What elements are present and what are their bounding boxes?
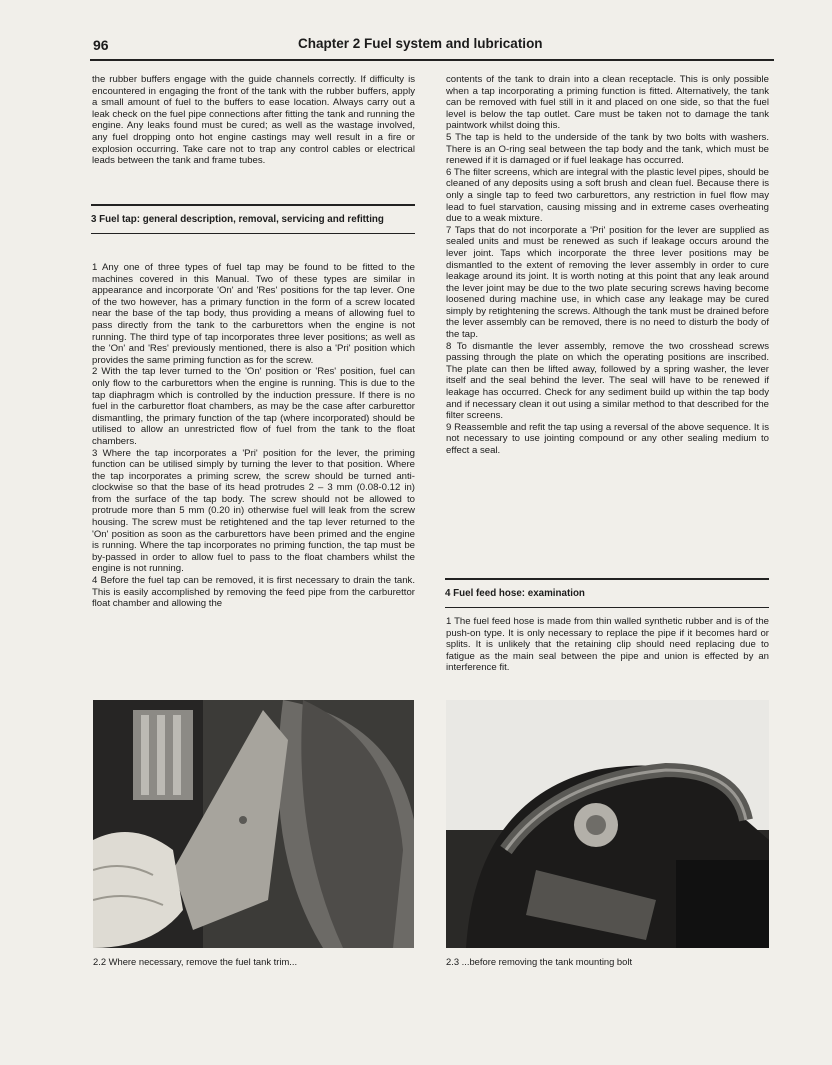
paragraph-3: 3 Where the tap incorporates a 'Pri' position for the lever, the priming function can be utilised simply by turning the lever to that position. Where the tap incorporates a priming screw, the screw should be turned anti-clockwise so that the base of its head protrudes 2 – 3 mm (0.08-0.12 in) from the surface of the tap body. The screw should not be allowed to protrude more than 5 mm (0.20 in) otherwise fuel will leak from the screw housing. The screw must be retightened and the tap lever returned to the 'On' position as soon as the carburettors have been primed and the engine is running. Where the tap incorporates no priming function, the tap must be by-passed in order to allow fuel to pass to the float chambers whilst the engine is not running. (92, 447, 415, 575)
right-column-section-4 (446, 616, 769, 674)
paragraph-8: 8 To dismantle the lever assembly, remove the two crosshead screws passing through the plate on which the operating positions are inscribed. The plate can then be lifted away, followed by a spring washer, the lever itself and the seal behind the lever. The seal will have to be renewed if leakage has occurred. Check for any sediment build up within the tap body and if necessary clean it out using a similar method to that described for the filter screens. (446, 340, 769, 422)
section-rule-bottom (91, 233, 415, 235)
photo-fuel-tank-trim (93, 700, 414, 948)
section-4-heading-block (445, 578, 769, 608)
intro-paragraph: the rubber buffers engage with the guide channels correctly. If difficulty is encountered in engaging the front of the tank with the rubber buffers, apply a small amount of fuel to the buffers to ease location. Always carry out a leak check on the fuel pipe connections after fitting the tank and running the engine. Any leaks found must be cured; as well as the wastage involved, any fuel dropping onto hot engine castings may well result in a fire or explosion occurring. Take care not to trap any control cables or electrical leads between the tank and frame tubes. (92, 74, 415, 167)
paragraph-7: 7 Taps that do not incorporate a 'Pri' position for the lever are supplied as sealed units and must be renewed as such if leakage occurs around the lever joint. Taps which incorporate the three lever positions may be dismantled to the extent of removing the lever assembly in order to cure leakage around its joint. It is worth noting at this point that any leak around the lever joint may be due to the two plate securing screws having become loosened during machine use, in which case any leakage may be cured simply by retightening the screws. Although the tank must be drained before the lever assembly can be removed, there is no need to disturb the body of the tap. (446, 224, 769, 341)
paragraph-1: 1 Any one of three types of fuel tap may be found to be fitted to the machines covered in this Manual. Two of these types are similar in appearance and incorporate 'On' and 'Res' positions for the tap lever. One of the two however, has a primary function in the form of a screw located near the base of the tap body, thus providing a means of allowing fuel to pass directly from the tank to the carburettors when the engine is not running. The third type of tap incorporates three lever positions; as well as the 'On' and 'Res' previously mentioned, there is also a 'Pri' position which provides the same priming function as for the screw. (92, 262, 415, 366)
chapter-title: Chapter 2 Fuel system and lubrication (298, 36, 543, 51)
paragraph-2: 2 With the tap lever turned to the 'On' position or 'Res' position, fuel can only flow to the carburettors when the engine is running. This is due to the tap diaphragm which is controlled by the induction pressure. If there is no fuel in the carburettor float chambers, as may be the case after carburettor dismantling, the primary function of the tap (where incorporated) should be utilised to allow an unrestricted flow of fuel from the tank to the float chambers. (92, 366, 415, 447)
section-4-heading: 4 Fuel feed hose: examination (445, 587, 585, 599)
photo-fuel-tank-trim-image (93, 700, 414, 948)
paragraph-continued: contents of the tank to drain into a clean receptacle. This is only possible when a tap incorporating a priming function is fitted. Alternatively, the tank can be removed with fuel still in it and placed on one side, so that the fuel level is below the tap outlet. Care must be taken not to damage the tank paintwork whilst doing this. (446, 74, 769, 132)
paragraph-6: 6 The filter screens, which are integral with the plastic level pipes, should be cleaned of any deposits using a soft brush and clean fuel. Because there is only a single tap to feed two carburettors, any restriction in fuel flow may lead to fuel starvation, causing missing and in extreme cases overheating due to a weak mixture. (446, 166, 769, 225)
page-number: 96 (93, 37, 109, 53)
section-3-heading-block (91, 204, 415, 234)
paragraph-9: 9 Reassemble and refit the tap using a reversal of the above sequence. It is not necessary to use jointing compound or any other sealing medium to effect a seal. (446, 421, 769, 456)
paragraph-5: 5 The tap is held to the underside of the tank by two bolts with washers. There is an O-ring seal between the tap body and the tank, which must be renewed if it is damaged or if fuel leakage has occurred. (446, 131, 769, 167)
section-4-paragraph: 1 The fuel feed hose is made from thin walled synthetic rubber and is of the push-on type. It is only necessary to replace the pipe if it becomes hard or splits. It is unlikely that the retaining clip should need replacing due to fatigue as the main seal between the pipe and union is effected by an interference fit. (446, 616, 769, 674)
figure-caption-2-3: 2.3 ...before removing the tank mounting bolt (446, 956, 633, 967)
section-3-heading: 3 Fuel tap: general description, removal, servicing and refitting (91, 213, 384, 225)
photo-tank-mounting-bolt-image (446, 700, 769, 948)
section-rule-bottom (445, 607, 769, 609)
left-column-intro (92, 74, 415, 167)
left-column-body (92, 262, 415, 610)
paragraph-4: 4 Before the fuel tap can be removed, it is first necessary to drain the tank. This is easily accomplished by removing the feed pipe from the carburettor float chamber and allowing the (92, 575, 415, 610)
right-column-body (446, 74, 769, 457)
photo-tank-mounting-bolt (446, 700, 769, 948)
header-rule (90, 59, 774, 61)
figure-caption-2-2: 2.2 Where necessary, remove the fuel tank trim... (93, 956, 298, 967)
